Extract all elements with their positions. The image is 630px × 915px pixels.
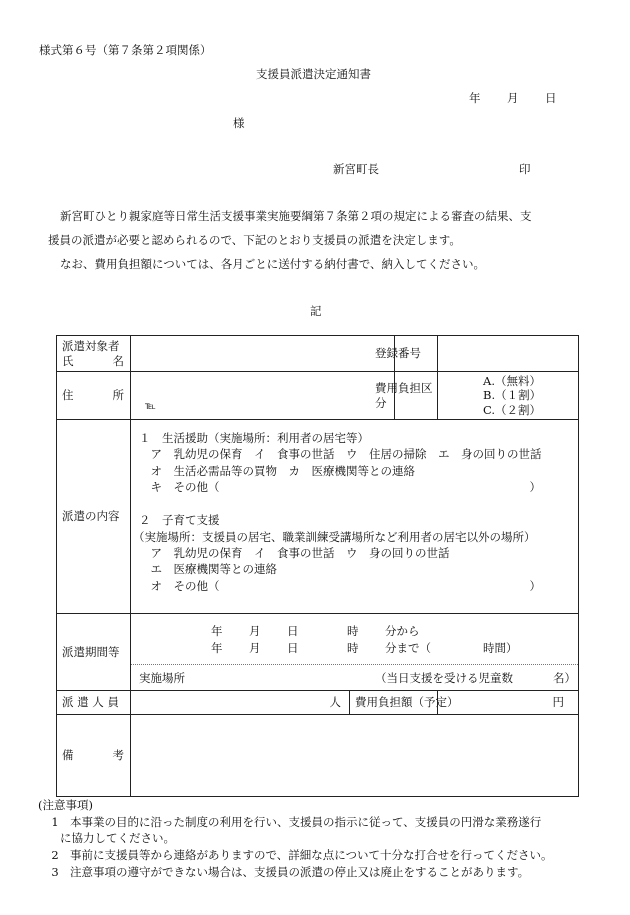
dispatch-table [56, 335, 579, 797]
target-label-char-1: 氏 [62, 353, 74, 368]
body-paragraph-2: なお、費用負担額については、各月ごとに送付する納付書で、納入してください。 [60, 257, 486, 271]
period-to-hour: 時 [347, 641, 359, 655]
remarks-label-cell [57, 715, 131, 797]
content-label-cell [57, 420, 131, 614]
remarks-label-char-1: 備 [62, 748, 74, 763]
remarks-label [62, 748, 124, 762]
content-label: 派遣の内容 [62, 509, 120, 524]
period-to-min: 分まで（ [385, 641, 431, 655]
content-line-4[interactable] [139, 479, 541, 495]
content-line-1: １ 生活援助（実施場所：利用者の居宅等） [139, 431, 369, 445]
content-list [131, 420, 579, 614]
note-2-line-1: 事前に支援員等から連絡がありますので、詳細な点について十分な打合せを行ってください。 [70, 848, 553, 863]
notes-section [40, 797, 600, 880]
document-title: 支援員派遣決定通知書 [256, 67, 371, 81]
period-from-min: 分から [385, 624, 420, 638]
address-value[interactable] [131, 372, 395, 420]
period-to-month: 月 [249, 641, 261, 655]
recipient-suffix: 様 [233, 116, 245, 130]
staff-unit: 人 [329, 695, 341, 710]
cost-amount-label-cell [350, 691, 459, 715]
date-year: 年 [469, 91, 481, 105]
row-period [57, 614, 579, 691]
staff-value[interactable] [131, 691, 350, 715]
note-1-number: 1 [51, 814, 59, 829]
yen-unit: 円 [552, 695, 565, 710]
period-to-day: 日 [287, 641, 299, 655]
body-paragraph-1-line-1: 新宮町ひとり親家庭等日常生活支援事業実施要綱第７条第２項の規定による審査の結果、支 [60, 209, 532, 223]
cost-amount-value[interactable] [438, 691, 579, 715]
address-label-cell [57, 372, 131, 420]
note-item-1 [40, 814, 600, 831]
period-from-day: 日 [287, 624, 299, 638]
period-label-cell [57, 614, 131, 691]
ki-marker: 記 [310, 304, 322, 318]
content-line-10-close: ） [529, 578, 541, 593]
cost-category-b[interactable]: B.（１割） [483, 388, 542, 403]
remarks-value[interactable] [131, 715, 579, 797]
content-line-7: （実施場所：支援員の居宅、職業訓練受講場所など利用者の居宅以外の場所） [133, 529, 536, 544]
content-line-10[interactable] [139, 578, 541, 594]
place-line[interactable] [131, 665, 578, 690]
content-line-6: ２ 子育て支援 [139, 513, 220, 528]
note-item-2 [40, 847, 600, 864]
target-label-line-2 [62, 354, 124, 368]
content-line-4-close: ） [529, 479, 541, 494]
remarks-label-char-2: 考 [112, 748, 124, 763]
cost-category-label-cell [375, 372, 438, 420]
content-line-2[interactable]: ア 乳幼児の保育 イ 食事の世話 ウ 住居の掃除 エ 身の回りの世話 [139, 447, 542, 462]
children-label: （当日支援を受ける児童数 [375, 671, 513, 685]
registration-label: 登録番号 [375, 346, 422, 361]
period-dates[interactable] [131, 614, 578, 665]
period-to-hours: 時間） [483, 641, 518, 655]
registration-label-cell [375, 336, 438, 372]
row-remarks [57, 715, 579, 797]
period-from-year: 年 [211, 624, 223, 638]
target-label-line-1: 派遣対象者 [62, 339, 120, 354]
address-label-char-2: 所 [112, 388, 124, 403]
period-to-year: 年 [211, 641, 223, 655]
note-item-3 [40, 864, 600, 881]
place-label: 実施場所 [139, 671, 185, 685]
note-3-line-1: 注意事項の遵守ができない場合は、支援員の派遣の停止又は廃止をすることがあります。 [70, 864, 530, 879]
content-line-8[interactable]: ア 乳幼児の保育 イ 食事の世話 ウ 身の回りの世話 [139, 545, 450, 560]
note-3-number: 3 [51, 864, 59, 879]
form-number: 様式第６号（第７条第２項関係） [39, 43, 212, 57]
note-1-line-1: 本事業の目的に沿った制度の利用を行い、支援員の指示に従って、支援員の円滑な業務遂行 [70, 814, 542, 829]
staff-label-cell [57, 691, 131, 715]
body-paragraph-1-line-2: 援員の派遣が必要と認められるので、下記のとおり支援員の派遣を決定します。 [48, 233, 461, 247]
tel-label: ℡ [145, 400, 156, 412]
date-day: 日 [545, 91, 557, 105]
address-label-char-1: 住 [62, 388, 74, 403]
target-name-value[interactable] [131, 336, 395, 372]
registration-value[interactable] [438, 336, 579, 372]
period-from-hour: 時 [347, 624, 359, 638]
cost-category-options[interactable] [438, 372, 579, 420]
target-label-cell [57, 336, 131, 372]
content-line-4-text: キ その他（ [139, 479, 220, 494]
row-content [57, 420, 579, 614]
row-staff [57, 691, 579, 715]
address-label [62, 388, 124, 402]
notes-heading: (注意事項) [38, 798, 93, 812]
row-target [57, 336, 579, 372]
period-from-month: 月 [249, 624, 261, 638]
target-label-char-2: 名 [112, 353, 124, 368]
note-2-number: 2 [51, 848, 59, 863]
content-spacer [139, 495, 578, 512]
period-label: 派遣期間等 [62, 644, 120, 659]
children-unit: 名） [553, 671, 576, 685]
period-values [131, 614, 579, 691]
cost-category-label: 費用負担区分 [375, 381, 433, 410]
date-month: 月 [507, 91, 519, 105]
note-1-line-2: に協力してください。 [60, 831, 175, 846]
issuer-name: 新宮町長 [333, 162, 379, 176]
content-line-3[interactable]: オ 生活必需品等の買物 カ 医療機関等との連絡 [139, 463, 415, 478]
cost-category-c[interactable]: C.（２割） [483, 402, 542, 417]
issuer-seal: 印 [519, 162, 531, 176]
content-line-10-text: オ その他（ [139, 578, 220, 593]
cost-amount-label: 費用負担額（予定） [355, 695, 459, 710]
cost-category-a[interactable]: A.（無料） [483, 373, 541, 388]
staff-label: 派 遣 人 員 [62, 695, 119, 710]
content-line-9[interactable]: エ 医療機関等との連絡 [139, 562, 277, 577]
row-address [57, 372, 579, 420]
